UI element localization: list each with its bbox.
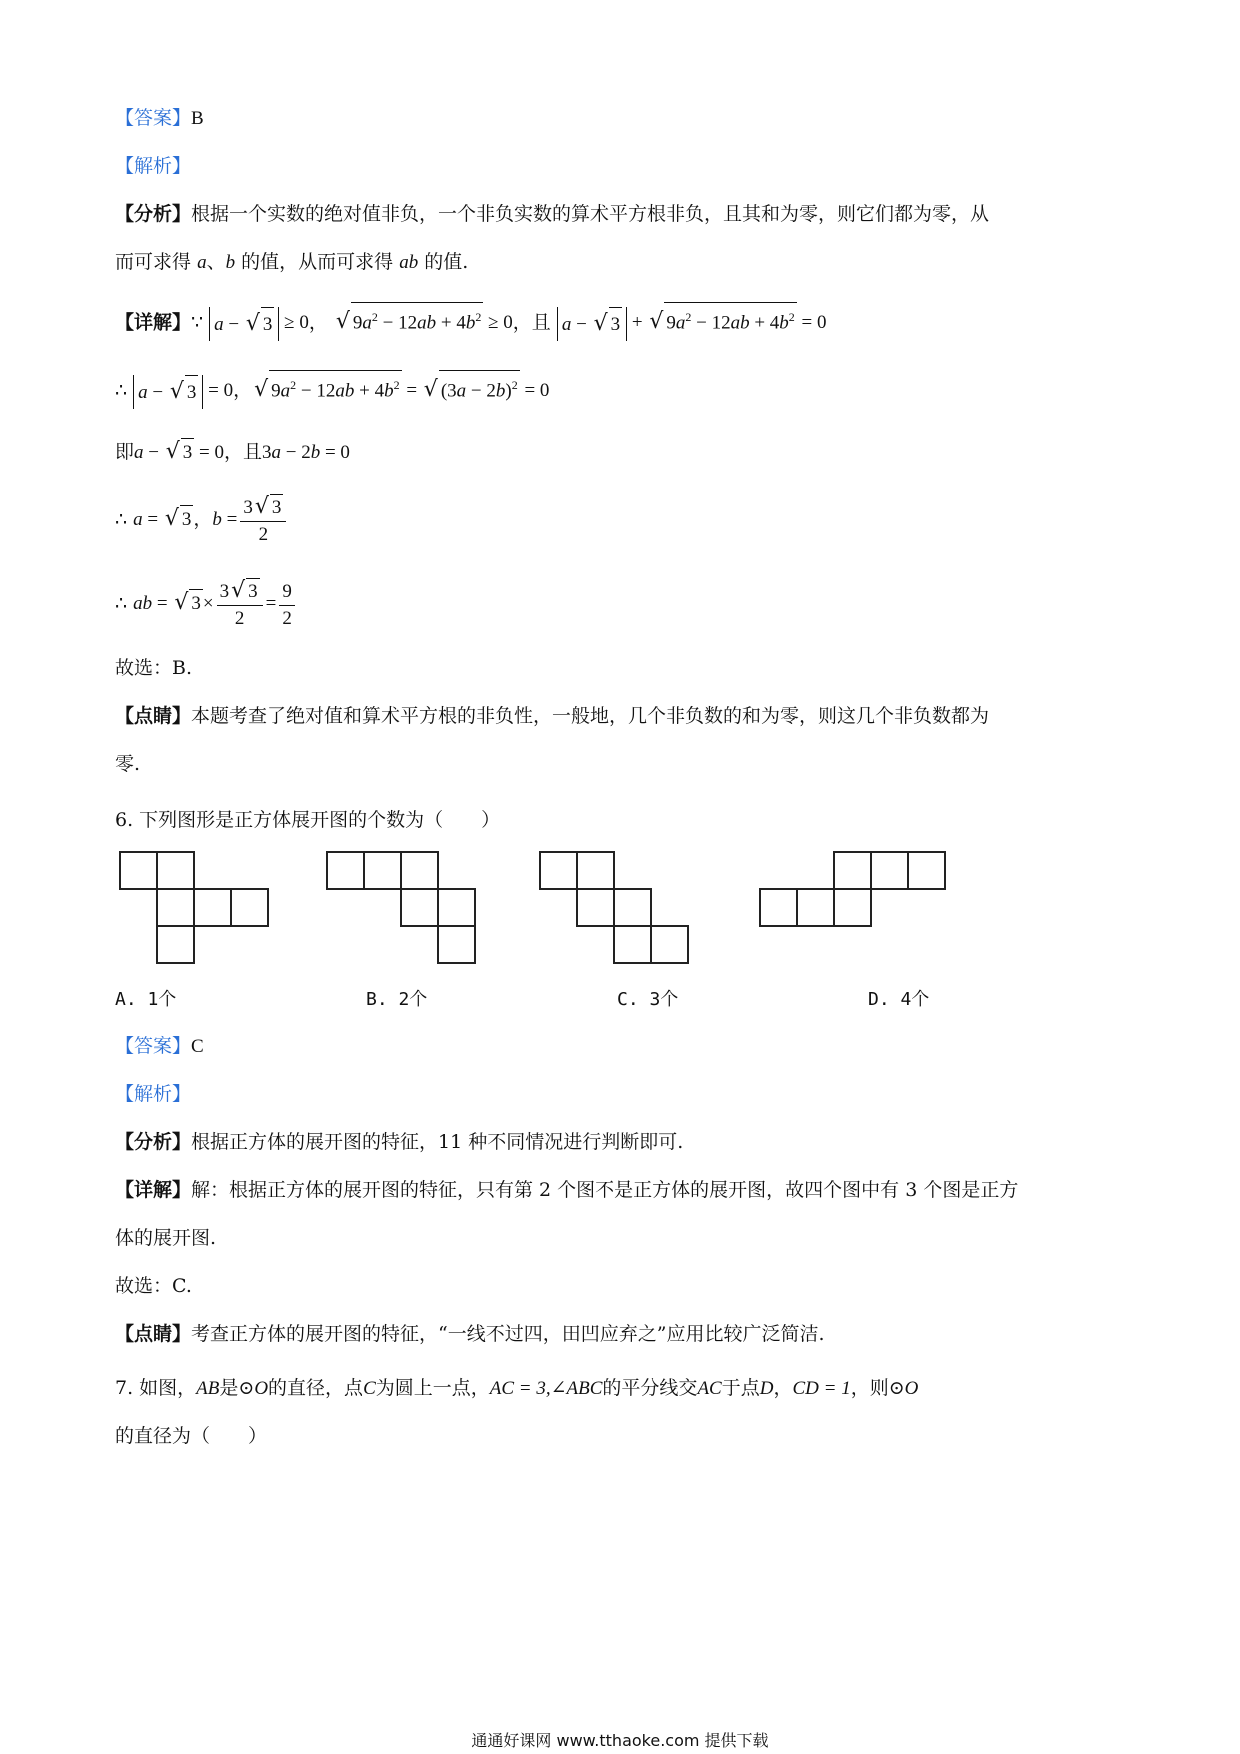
cell [438,926,475,963]
q6-answer-value: C [191,1036,204,1057]
q6-xiangjie-line1 [115,1176,1018,1204]
q5-fenxi-tag: 【分析】 [115,203,192,225]
q5-fenxi-text1: 根据一个实数的绝对值非负，一个非负实数的算术平方根非负，且其和为零，则它们都为零，从 [191,203,990,225]
var-a: a [197,252,207,273]
net-figure-4 [758,850,953,932]
q5-fenxi-line1 [115,200,989,228]
q6-option-a: A. 1个 [115,989,177,1010]
cell [577,852,614,889]
q5-dianjing-line2: 零. [115,753,141,775]
q7-text-c: 的直径，点 [268,1377,364,1399]
q7-text-g: ， [773,1377,793,1399]
q6-choose: 故选：C. [115,1275,192,1297]
net-figure-3 [538,850,693,970]
cell [760,889,797,926]
sep: 、 [206,251,226,273]
cell [120,852,157,889]
q7-text-h: ，则⊙ [850,1377,905,1399]
q6-option-c: C. 3个 [617,989,679,1010]
q5-dianjing-tag: 【点睛】 [115,705,192,727]
q5-fenxi-end: 的值. [424,251,469,273]
q6-dianjing-text: 考查正方体的展开图的特征，“一线不过四，田凹应弃之”应用比较广泛简洁. [191,1323,825,1345]
q5-xiangjie-line: 【详解】∵ a − √ 3 ≥ 0， √ $9a^2 - 12ab + 4b^2 \ge 0$，且 a − √ 3 + √ $9a^2 - 12ab + 4b^2 = 0$ [115,302,827,341]
q7-text-d: 为圆上一点， [375,1377,490,1399]
formula-abs-nonneg: a − √ 3 ≥ 0 [209,312,309,333]
q7-circle-o: O [254,1378,269,1399]
q6-question: 6. 下列图形是正方体展开图的个数为（ ） [115,809,501,831]
q5-answer-value: B [191,108,204,129]
q7-text-b: 是⊙ [219,1377,255,1399]
q5-analysis-tag: 【解析】 [115,155,192,177]
var-b: b [225,252,236,273]
cell [157,926,194,963]
because-symbol: ∵ [191,311,204,334]
cell [157,889,194,926]
therefore-symbol: ∴ [115,379,128,402]
formula-sum-zero: a − √ 3 + √ $9a^2 - 12ab + 4b^2 = 0$ [557,312,827,333]
net-figure-1 [118,850,273,970]
q7-text-f: 于点 [721,1377,760,1399]
q7-text-e: 的平分线交 [602,1377,698,1399]
cell [194,889,231,926]
q5-fenxi-line2 [115,248,468,277]
q5-fenxi-text2: 而可求得 [115,251,192,273]
q6-option-d: D. 4个 [868,989,930,1010]
q6-xiangjie-tag: 【详解】 [115,1179,192,1201]
q7-line2: 的直径为（ ） [115,1425,268,1447]
q6-answer-line [115,1032,204,1061]
cell [834,889,871,926]
formula-sqrt-nonneg: √ $9a^2 - 12ab + 4b^2 \ge 0$ [334,312,513,333]
q5-answer-line [115,104,204,133]
q5-fenxi-mid: 的值，从而可求得 [241,251,394,273]
q5-step2 [115,370,549,409]
therefore-symbol: ∴ [115,592,128,615]
cell [231,889,268,926]
cell [651,926,688,963]
q5-answer-tag: 【答案】 [115,107,192,129]
q5-dianjing-line1 [115,702,989,730]
net-figure-2 [325,850,480,970]
q5-dianjing-text1: 本题考查了绝对值和算术平方根的非负性，一般地，几个非负数的和为零，则这几个非负数都为 [191,705,990,727]
q6-fenxi-text: 根据正方体的展开图的特征，11 种不同情况进行判断即可. [191,1131,684,1153]
q7-line1 [115,1374,918,1403]
q7-seg-ab: AB [196,1378,220,1399]
q6-answer-tag: 【答案】 [115,1035,192,1057]
q5-step3 [115,438,350,467]
q5-choose: 故选：B. [115,657,193,679]
cell [401,852,438,889]
q6-fenxi-tag: 【分析】 [115,1131,192,1153]
q5-step5 [115,578,298,632]
cell [614,889,651,926]
q6-option-b: B. 2个 [366,989,428,1010]
formula-step5: ab = √ 3 × $\frac{3√ 3}{2}$ = $\frac{9}{2}$ [133,593,298,614]
cell [614,926,651,963]
q6-xiangjie-line2: 体的展开图. [115,1227,217,1249]
cell [438,889,475,926]
q5-step4 [115,494,289,548]
q7-point-c: C [363,1378,376,1399]
q6-xiangjie-text1: 解：根据正方体的展开图的特征，只有第 2 个图不是正方体的展开图，故四个图中有 3 个图是正方 [191,1179,1019,1201]
q7-circle-o2: O [904,1378,919,1399]
q7-cond1: AC = 3,∠ABC [489,1378,603,1399]
q6-analysis-tag: 【解析】 [115,1083,192,1105]
cell [908,852,945,889]
cell [364,852,401,889]
formula-step3a: a − √ 3 = 0 [134,442,224,463]
step3-prefix: 即 [115,441,135,463]
q7-seg-ac: AC [697,1378,722,1399]
q6-dianjing-line [115,1320,824,1348]
cell [834,852,871,889]
step3-and: ，且 [223,441,262,463]
cell [577,889,614,926]
q7-text-a: 7. 如图， [115,1377,197,1399]
formula-step4: a = √ 3 ，b = $\frac{3√ 3}{2}$ [133,509,289,530]
therefore-symbol: ∴ [115,508,128,531]
cell [327,852,364,889]
and-text: ，且 [512,311,551,334]
var-ab: ab [399,252,419,273]
cell [871,852,908,889]
page-footer: 通通好课网 www.tthaoke.com 提供下载 [471,1731,769,1750]
q5-xiangjie-tag: 【详解】 [115,311,192,334]
cell [157,852,194,889]
cell [540,852,577,889]
cell [797,889,834,926]
q6-fenxi-line [115,1128,683,1156]
formula-step3b: 3a − 2b = 0 [262,442,350,463]
q7-cond2: CD = 1 [792,1378,851,1399]
q7-point-d: D [759,1378,774,1399]
q6-dianjing-tag: 【点睛】 [115,1323,192,1345]
formula-step2: a − √ 3 = 0，√ $9a^2 - 12ab + 4b^2$ = √ $(3a - 2b)^2 = 0$ [133,380,549,401]
cell [401,889,438,926]
